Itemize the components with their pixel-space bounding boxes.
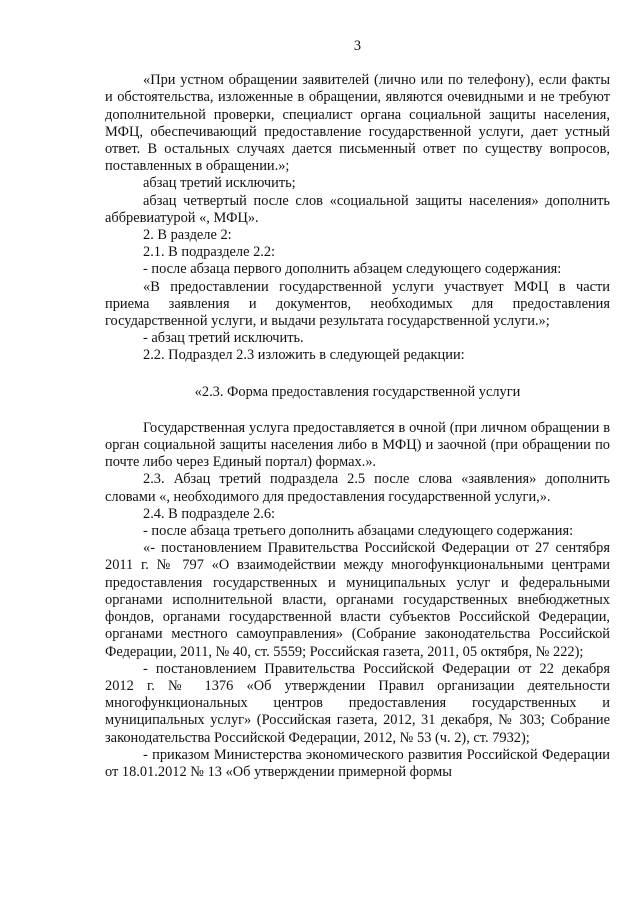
page-number: 3 bbox=[353, 38, 362, 54]
paragraph-2-1: 2.1. В подразделе 2.2: bbox=[143, 244, 276, 261]
paragraph-order-13: - приказом Министерства экономического развития Российской Федерации от 18.01.2012 № 13 «Об утверждении примерной формы bbox=[105, 746, 610, 780]
paragraph-decree-1376: - постановлением Правительства Российской Федерации от 22 декабря 2012 г. № 1376 «Об утверждении Правил организации деятельности многофункциональных центров предоставления государственных и муниципальных услуг» (Российская газета, 2012, 31 декабря, № 303; Собрание законодательства Российской Федерации, 2012, № 53 (ч. 2), ст. 7932); bbox=[105, 660, 610, 746]
paragraph-2-4: 2.4. В подразделе 2.6: bbox=[143, 505, 276, 522]
paragraph-mfc-participation: «В предоставлении государственной услуги участвует МФЦ в части приема заявления и документов, необходимых для предоставления государственной услуги, и выдачи результата государственной услуги.»; bbox=[105, 278, 610, 330]
paragraph-section-2: 2. В разделе 2: bbox=[143, 227, 232, 244]
paragraph-exclude-third: абзац третий исключить; bbox=[143, 175, 296, 192]
paragraph-service-form: Государственная услуга предоставляется в очной (при личном обращении в орган социальной защиты населения либо в МФЦ) и заочной (при обращении по почте либо через Единый портал) формах.». bbox=[105, 419, 610, 471]
paragraph-oral-response: «При устном обращении заявителей (лично или по телефону), если факты и обстоятельства, изложенные в обращении, являются очевидными и не требуют дополнительной проверки, специалист органа социальной защиты населения, МФЦ, обеспечивающий предоставление государственной услуги, дает устный ответ. В остальных случаях дается письменный ответ по существу вопросов, поставленных в обращении.»; bbox=[105, 72, 610, 175]
paragraph-2-3: 2.3. Абзац третий подраздела 2.5 после слова «заявления» дополнить словами «, необходимого для предоставления государственной услуги,». bbox=[105, 471, 610, 505]
paragraph-decree-797: «- постановлением Правительства Российской Федерации от 27 сентября 2011 г. № 797 «О взаимодействии между многофункциональными центрами предоставления государственных и муниципальных услуг и федеральными органами исполнительной власти, органами государственных внебюджетных фондов, органами государственной власти субъектов Российской Федерации, органами местного самоуправления» (Собрание законодательства Российской Федерации, 2011, № 40, ст. 5559; Российская газета, 2011, 05 октября, № 222); bbox=[105, 540, 610, 660]
document-page bbox=[105, 38, 610, 781]
paragraph-exclude-third-2: - абзац третий исключить. bbox=[143, 330, 304, 347]
paragraph-2-2: 2.2. Подраздел 2.3 изложить в следующей редакции: bbox=[143, 347, 465, 364]
section-heading: «2.3. Форма предоставления государственной услуги bbox=[194, 383, 521, 400]
paragraph-fourth-abbrev: абзац четвертый после слов «социальной защиты населения» дополнить аббревиатурой «, МФЦ». bbox=[105, 192, 610, 226]
paragraph-after-third: - после абзаца третьего дополнить абзацами следующего содержания: bbox=[143, 523, 574, 540]
paragraph-after-first: - после абзаца первого дополнить абзацем следующего содержания: bbox=[143, 261, 562, 278]
